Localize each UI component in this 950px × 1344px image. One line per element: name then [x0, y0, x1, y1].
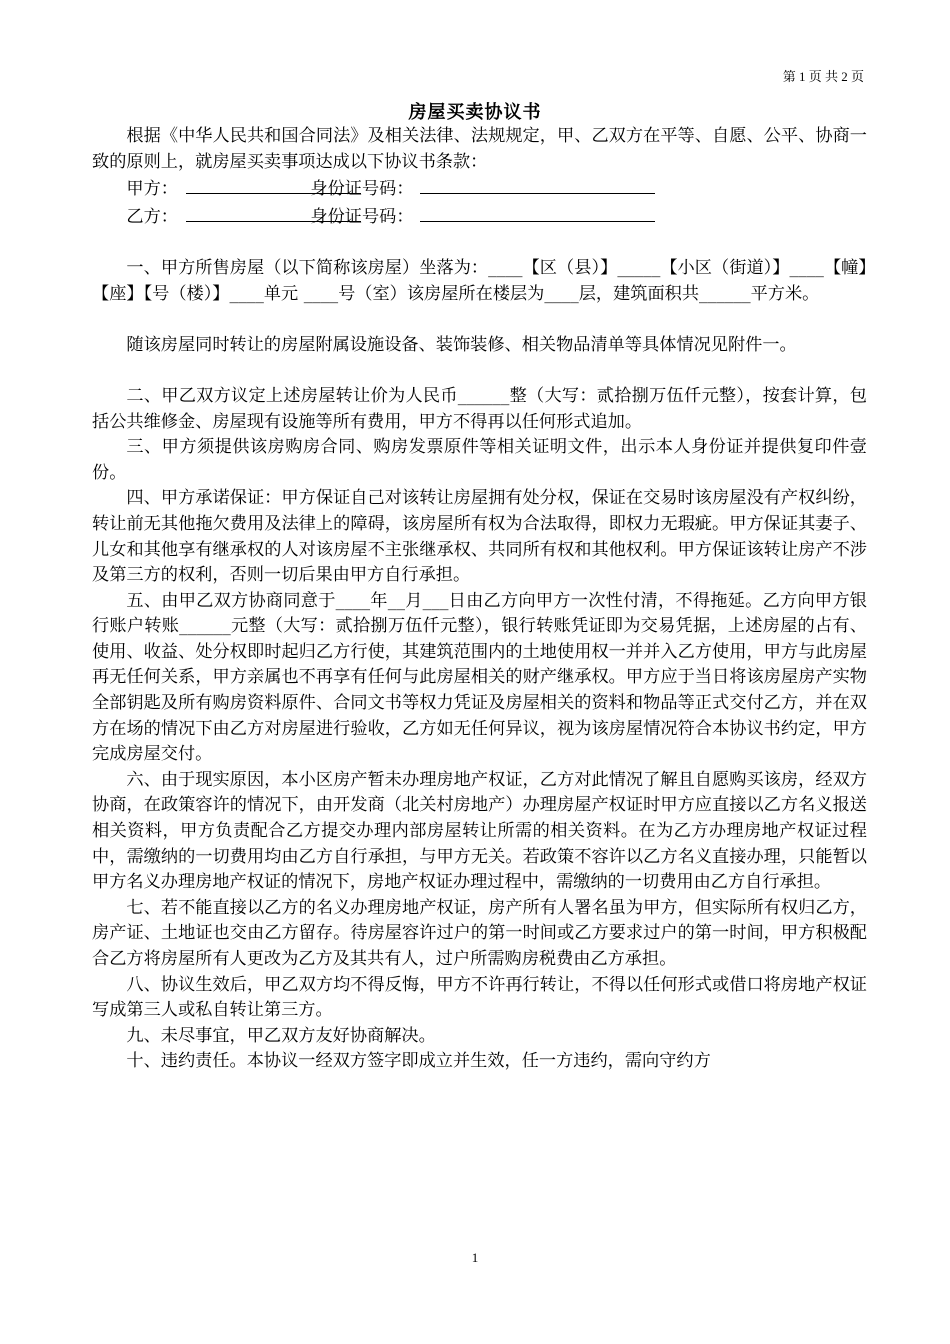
clause-3: 三、甲方须提供该房购房合同、购房发票原件等相关证明文件，出示本人身份证并提供复印件壹份。 [92, 437, 867, 483]
clause-1: 一、甲方所售房屋（以下简称该房屋）坐落为：____【区（县）】_____【小区（街道）】____【幢】【座】【号（楼）】____单元 ____号（室）该房屋所在楼层为____层，建筑面积共______平方米。 [92, 257, 867, 304]
document-title: 房屋买卖协议书 [408, 102, 542, 123]
page-info: 第 1 页 共 2 页 [782, 69, 864, 84]
clause-8: 八、协议生效后，甲乙双方均不得反悔，甲方不许再行转让，不得以任何形式或借口将房地产权证写成第三人或私自转让第三方。 [92, 974, 867, 1021]
party-a-row [92, 175, 867, 203]
intro-paragraph: 根据《中华人民共和国合同法》及相关法律、法规规定，甲、乙双方在平等、自愿、公平、协商一致的原则上，就房屋买卖事项达成以下协议书条款： [92, 126, 867, 172]
party-a-label: 甲方： [126, 179, 178, 200]
party-a-field [126, 175, 272, 203]
clause-9: 九、未尽事宜，甲乙双方友好协商解决。 [126, 1025, 436, 1046]
party-a-id-label: 身份证号码： [310, 179, 414, 200]
spacer [92, 307, 867, 333]
party-b-row [92, 203, 867, 231]
spacer [92, 358, 867, 384]
clause-10: 十、违约责任。本协议一经双方签字即成立并生效，任一方违约，需向守约方 [126, 1051, 711, 1072]
clause-4: 四、甲方承诺保证：甲方保证自己对该转让房屋拥有处分权，保证在交易时该房屋没有产权纠纷，转让前无其他拖欠费用及法律上的障碍，该房屋所有权为合法取得，即权力无瑕疵。甲方保证其妻子、儿女和其他享有继承权的人对该房屋不主张继承权、共同所有权和其他权利。甲方保证该转让房产不涉及第三方的权利，否则一切后果由甲方自行承担。 [92, 488, 867, 586]
party-b-id-blank[interactable] [420, 203, 655, 222]
party-b-id-label: 身份证号码： [310, 206, 414, 227]
document-body [92, 124, 867, 1075]
party-b-id-field [310, 203, 654, 231]
clause-6: 六、由于现实原因，本小区房产暂未办理房地产权证，乙方对此情况了解且自愿购买该房，经双方协商，在政策容许的情况下，由开发商（北关村房地产）办理房屋产权证时甲方应直接以乙方名义报送相关资料，甲方负责配合乙方提交办理内部房屋转让所需的相关资料。在为乙方办理房地产权证过程中，需缴纳的一切费用均由乙方自行承担，与甲方无关。若政策不容许以乙方名义直接办理，只能暂以甲方名义办理房地产权证的情况下，房地产权证办理过程中，需缴纳的一切费用由乙方自行承担。 [92, 769, 867, 893]
clause-1-attachment: 随该房屋同时转让的房屋附属设施设备、装饰装修、相关物品清单等具体情况见附件一。 [126, 334, 797, 355]
spacer [92, 230, 867, 256]
clause-7: 七、若不能直接以乙方的名义办理房地产权证，房产所有人署名虽为甲方，但实际所有权归乙方，房产证、土地证也交由乙方留存。待房屋容许过户的第一时间或乙方要求过户的第一时间，甲方积极配合乙方将房屋所有人更改为乙方及其共有人，过户所需购房税费由乙方承担。 [92, 897, 867, 969]
clause-2: 二、甲乙双方议定上述房屋转让价为人民币______整（大写：贰拾捌万伍仟元整），按套计算，包括公共维修金、房屋现有设施等所有费用，甲方不得再以任何形式追加。 [92, 385, 867, 432]
party-a-id-blank[interactable] [420, 175, 655, 194]
party-b-field [126, 203, 272, 231]
party-a-id-field [310, 175, 654, 203]
party-b-label: 乙方： [126, 206, 178, 227]
page-number: 1 [471, 1250, 479, 1265]
clause-5: 五、由甲乙双方协商同意于____年__月___日由乙方向甲方一次性付清，不得拖延。乙方向甲方银行账户转账______元整（大写：贰拾捌万伍仟元整），银行转账凭证即为交易凭据，上述房屋的占有、使用、收益、处分权即时起归乙方行使，其建筑范围内的土地使用权一并并入乙方使用，甲方与此房屋再无任何关系，甲方亲属也不再享有任何与此房屋相关的财产继承权。甲方应于当日将该房屋房产实物全部钥匙及所有购房资料原件、合同文书等权力凭证及房屋相关的资料和物品等正式交付乙方，并在双方在场的情况下由乙方对房屋进行验收，乙方如无任何异议，视为该房屋情况符合本协议书约定，甲方完成房屋交付。 [92, 590, 867, 765]
